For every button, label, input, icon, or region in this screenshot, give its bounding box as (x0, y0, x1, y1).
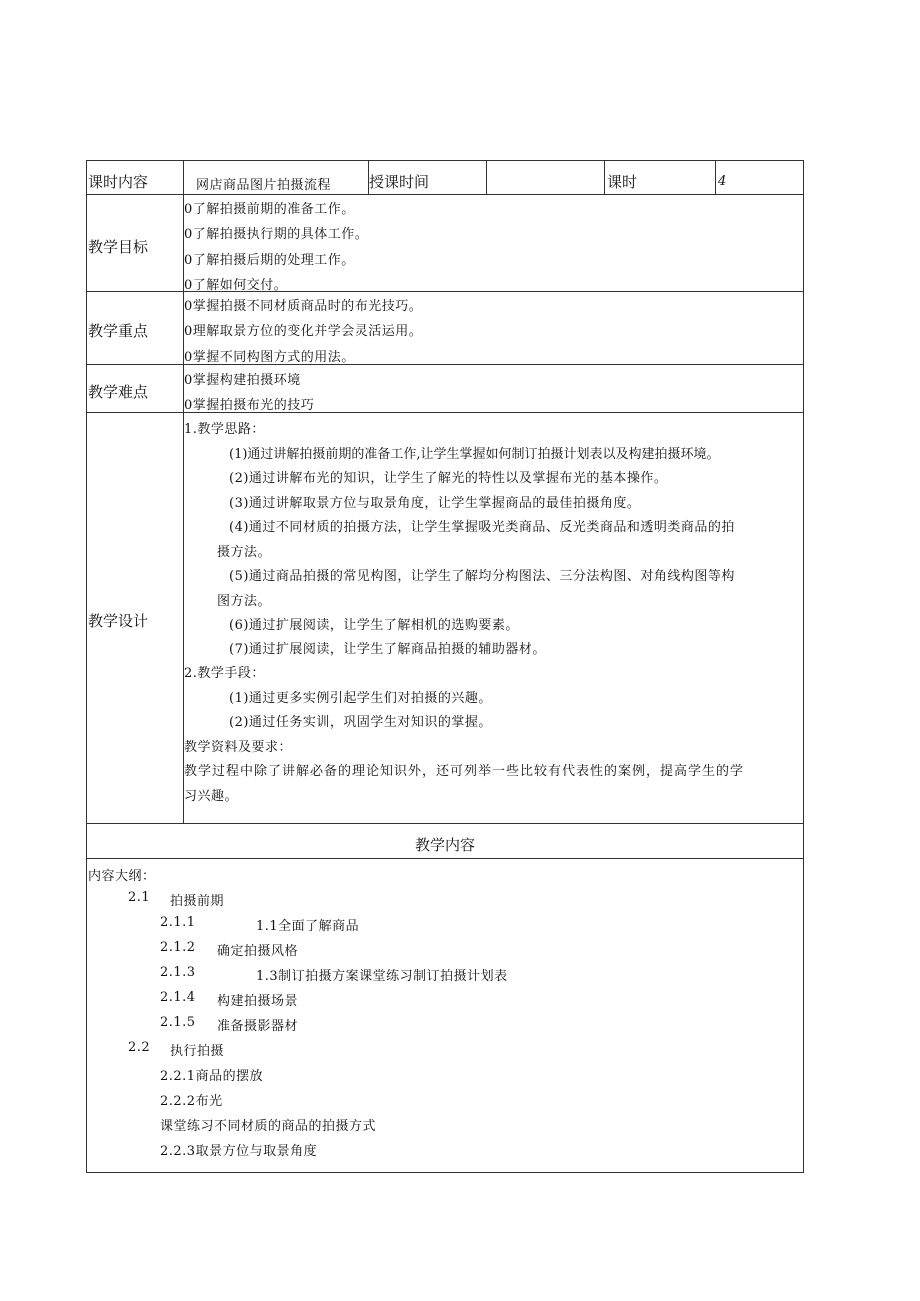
outline-text: 1.3制订拍摄方案课堂练习制订拍摄计划表 (256, 969, 508, 984)
design-means-title: 2.教学手段： (184, 666, 265, 681)
label-difficulties: 教学难点 (88, 383, 149, 401)
design-thinking-item: (5)通过商品拍摄的常见构图，让学生了解均分构图法、三分法构图、对角线构图等构 (229, 569, 735, 584)
design-thinking-item: 摄方法。 (217, 545, 272, 560)
lesson-content-value: 网店商品图片拍摄流程 (196, 178, 332, 193)
outline-num: 2.2 (128, 1040, 151, 1055)
design-means-item: (1)通过更多实例引起学生们对拍摄的兴趣。 (229, 691, 492, 706)
col-line (486, 160, 487, 194)
row-line (86, 858, 804, 859)
outline-text: 确定拍摄风格 (217, 944, 299, 959)
key-point-item: 0掌握拍摄不同材质商品时的布光技巧。 (184, 299, 423, 314)
design-resources-title: 教学资料及要求： (184, 740, 293, 755)
label-key-points: 教学重点 (88, 322, 149, 340)
objective-item: 0了解拍摄执行期的具体工作。 (184, 227, 369, 242)
outline-num: 2.1.5 (160, 1015, 196, 1030)
outline-num: 2.1.3 (160, 965, 196, 980)
outline-text: 2.2.3取景方位与取景角度 (160, 1144, 318, 1159)
label-design: 教学设计 (88, 612, 149, 630)
objective-item: 0了解拍摄前期的准备工作。 (184, 202, 355, 217)
objective-item: 0了解拍摄后期的处理工作。 (184, 253, 355, 268)
design-thinking-item: 图方法。 (217, 594, 272, 609)
outline-num: 2.1 (128, 890, 151, 905)
outline-num: 2.1.1 (160, 915, 196, 930)
label-lesson-content: 课时内容 (88, 173, 149, 191)
outline-text: 构建拍摄场景 (217, 994, 299, 1009)
design-thinking-item: (6)通过扩展阅读，让学生了解相机的选购要素。 (229, 618, 519, 633)
outline-text: 课堂练习不同材质的商品的拍摄方式 (160, 1119, 377, 1134)
row-line (86, 823, 804, 824)
col-line (604, 160, 605, 194)
outline-text: 执行拍摄 (170, 1044, 225, 1059)
lesson-plan-table (86, 160, 804, 1173)
difficulty-item: 0掌握构建拍摄环境 (184, 373, 301, 388)
outline-title: 内容大纲： (88, 869, 156, 884)
objective-item: 0了解如何交付。 (184, 278, 288, 293)
design-resources-line: 教学过程中除了讲解必备的理论知识外，还可列举一些比较有代表性的案例，提高学生的学 (184, 764, 745, 779)
key-point-item: 0理解取景方位的变化并学会灵活运用。 (184, 324, 423, 339)
col-line (715, 160, 716, 194)
label-class-hours: 课时 (607, 173, 638, 191)
design-thinking-item: (7)通过扩展阅读，让学生了解商品拍摄的辅助器材。 (229, 642, 546, 657)
design-thinking-item: (3)通过讲解取景方位与取景角度，让学生掌握商品的最佳拍摄角度。 (229, 496, 641, 511)
design-resources-line: 习兴趣。 (184, 789, 239, 804)
design-thinking-item: (2)通过讲解布光的知识，让学生了解光的特性以及掌握布光的基本操作。 (229, 471, 668, 486)
outline-text: 1.1全面了解商品 (256, 919, 360, 934)
label-teaching-time: 授课时间 (369, 173, 430, 191)
class-hours-value: 4 (718, 174, 727, 189)
row-line (86, 194, 804, 195)
outline-text: 准备摄影器材 (217, 1019, 299, 1034)
outline-num: 2.1.2 (160, 940, 196, 955)
design-thinking-title: 1.教学思路： (184, 422, 265, 437)
design-means-item: (2)通过任务实训，巩固学生对知识的掌握。 (229, 715, 492, 730)
row-line (86, 160, 804, 161)
label-objectives: 教学目标 (88, 238, 149, 256)
outline-num: 2.1.4 (160, 990, 196, 1005)
outline-text: 拍摄前期 (170, 894, 225, 909)
design-thinking-item: (1)通过讲解拍摄前期的准备工作,让学生掌握如何制订拍摄计划表以及构建拍摄环境。 (229, 447, 720, 462)
key-point-item: 0掌握不同构图方式的用法。 (184, 350, 355, 365)
outline-text: 2.2.2布光 (160, 1094, 223, 1109)
difficulty-item: 0掌握拍摄布光的技巧 (184, 398, 315, 413)
outline-text: 2.2.1商品的摆放 (160, 1069, 264, 1084)
design-thinking-item: (4)通过不同材质的拍摄方法，让学生掌握吸光类商品、反光类商品和透明类商品的拍 (229, 520, 735, 535)
content-title: 教学内容 (414, 836, 475, 854)
